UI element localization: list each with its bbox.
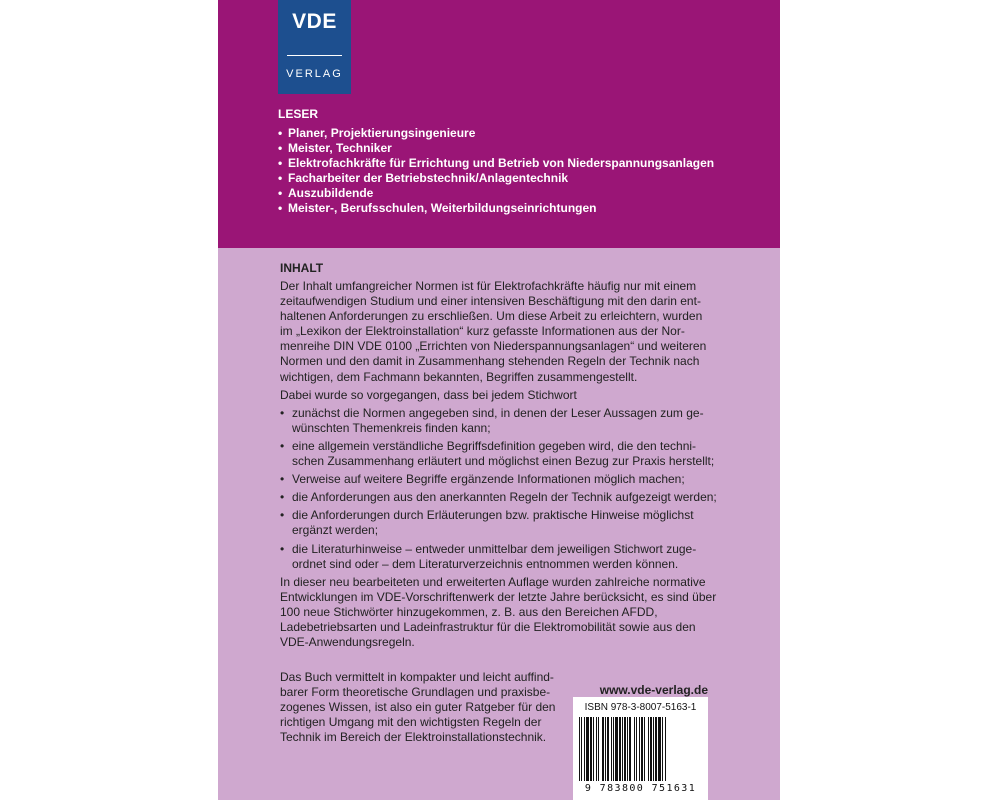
barcode-image bbox=[579, 717, 702, 781]
content-edition: In dieser neu bearbeiteten und erweiterten Auflage wurden zahlreiche normative Entwicklungen im VDE-Vorschriftenwerk der letzte Jahre berücksicht, es sind über 100 neue Stichwörter hinzugekommen, z. B. aus den Bereichen AFDD, Ladebetriebsarten und Ladeinfrastruktur für die Elektromobilität sowie aus den VDE-Anwendungsregeln. bbox=[280, 574, 717, 650]
barcode-bar bbox=[607, 717, 609, 781]
barcode-bar bbox=[655, 717, 657, 781]
barcode-bar bbox=[658, 717, 661, 781]
barcode-bar bbox=[634, 717, 635, 781]
readers-item: • Meister, Techniker bbox=[278, 141, 768, 156]
publisher-website: www.vde-verlag.de bbox=[599, 683, 708, 697]
content-closing: Das Buch vermittelt in kompakter und leicht auffindbarer Form theoretische Grundlagen und praxisbezogenes Wissen, ist also ein guter Ratgeber für den richtigen Umgang mit den wichtigsten Regeln der Technik im Bereich der Elektroinstallationstechnik. bbox=[280, 670, 556, 745]
logo-brand: VDE bbox=[292, 10, 337, 33]
content-bullet: • zunächst die Normen angegeben sind, in denen der Leser Aussagen zum gewünschten Themenkreis finden kann; bbox=[280, 406, 718, 436]
barcode-bar bbox=[590, 717, 592, 781]
book-back-cover bbox=[218, 0, 780, 800]
barcode-bar bbox=[622, 717, 623, 781]
barcode-bar bbox=[665, 717, 666, 781]
content-bullet: • eine allgemein verständliche Begriffsdefinition gegeben wird, die den technischen Zusammenhang erläutert und möglichst einen Bezug zur Praxis herstellt; bbox=[280, 439, 718, 469]
barcode-bar bbox=[593, 717, 594, 781]
readers-heading: LESER bbox=[278, 107, 319, 121]
content-section bbox=[280, 261, 718, 653]
readers-item: • Planer, Projektierungsingenieure bbox=[278, 126, 768, 141]
readers-item: • Facharbeiter der Betriebstechnik/Anlagentechnik bbox=[278, 171, 768, 186]
content-intro: Der Inhalt umfangreicher Normen ist für Elektrofachkräfte häufig nur mit einem zeitaufwendigen Studium und einer intensiven Beschäftigung mit den darin enthaltenen Anforderungen zu erschließen. Um diese Arbeit zu erleichtern, wurden im „Lexikon der Elektroinstallation“ kurz gefasste Informationen aus der Normenreihe DIN VDE 0100 „Errichten von Niederspannungsanlagen“ und weiteren Normen und den damit in Zusammenhang stehenden Regeln der Technik nach wichtigen, dem Fachmann bekannten, Begriffen zusammengestellt. bbox=[280, 279, 707, 384]
content-bullet: • die Anforderungen durch Erläuterungen bzw. praktische Hinweise möglichst ergänzt werden; bbox=[280, 508, 718, 538]
readers-item: • Elektrofachkräfte für Errichtung und Betrieb von Niederspannungsanlagen bbox=[278, 156, 768, 171]
barcode-bar bbox=[648, 717, 649, 781]
barcode-bar bbox=[653, 717, 654, 781]
isbn-label: ISBN 978-3-8007-5163-1 bbox=[584, 702, 697, 713]
barcode-bar bbox=[586, 717, 589, 781]
barcode-bar bbox=[596, 717, 597, 781]
barcode-bar bbox=[662, 717, 663, 781]
barcode-bar bbox=[579, 717, 580, 781]
content-bullets bbox=[280, 406, 718, 572]
content-bullet: • Verweise auf weitere Begriffe ergänzende Informationen möglich machen; bbox=[280, 472, 718, 487]
readers-item: • Meister-, Berufsschulen, Weiterbildungseinrichtungen bbox=[278, 201, 768, 216]
isbn-barcode-block bbox=[573, 697, 708, 800]
barcode-bar bbox=[611, 717, 612, 781]
barcode-bar bbox=[615, 717, 618, 781]
barcode-bar bbox=[605, 717, 606, 781]
barcode-bar bbox=[581, 717, 582, 781]
barcode-bar bbox=[639, 717, 640, 781]
logo-subtitle: VERLAG bbox=[286, 68, 343, 80]
barcode-bar bbox=[650, 717, 652, 781]
barcode-bar bbox=[624, 717, 626, 781]
vde-verlag-logo bbox=[278, 0, 351, 94]
barcode-bar bbox=[602, 717, 604, 781]
readers-item: • Auszubildende bbox=[278, 186, 768, 201]
content-bullet: • die Literaturhinweise – entweder unmittelbar dem jeweiligen Stichwort zugeordnet sind oder – dem Literaturverzeichnis entnommen werden können. bbox=[280, 542, 718, 572]
barcode-bar bbox=[641, 717, 643, 781]
readers-list bbox=[278, 126, 768, 216]
barcode-bar bbox=[636, 717, 637, 781]
barcode-bar bbox=[613, 717, 614, 781]
barcode-bar bbox=[627, 717, 628, 781]
barcode-bar bbox=[598, 717, 599, 781]
readers-band bbox=[218, 0, 780, 248]
barcode-bar bbox=[644, 717, 645, 781]
content-lead: Dabei wurde so vorgegangen, dass bei jedem Stichwort bbox=[280, 387, 577, 402]
content-bullet: • die Anforderungen aus den anerkannten Regeln der Technik aufgezeigt werden; bbox=[280, 490, 718, 505]
barcode-bar bbox=[584, 717, 585, 781]
logo-divider bbox=[287, 55, 342, 56]
barcode-bar bbox=[629, 717, 631, 781]
barcode-digits: 9 783800 751631 bbox=[584, 783, 697, 794]
content-heading: INHALT bbox=[280, 261, 324, 275]
readers-section bbox=[278, 107, 768, 216]
barcode-bar bbox=[619, 717, 621, 781]
